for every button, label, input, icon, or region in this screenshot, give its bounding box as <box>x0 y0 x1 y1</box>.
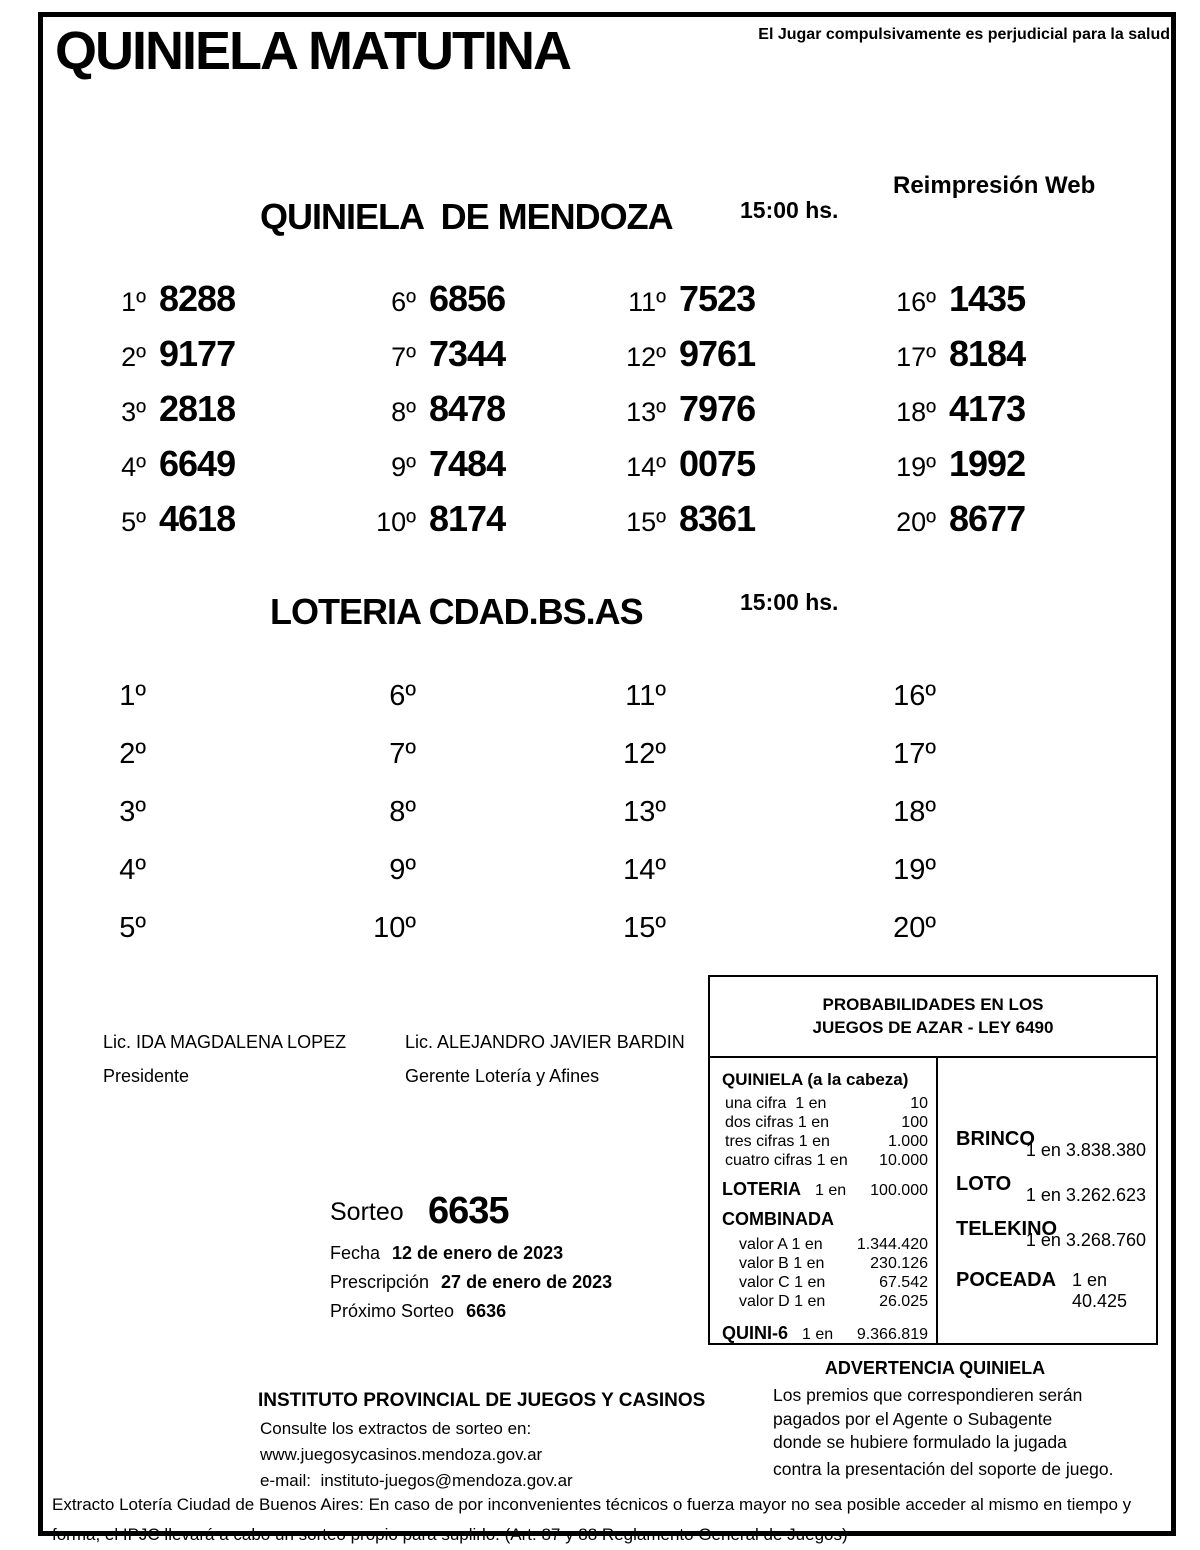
proximo-label: Próximo Sorteo <box>330 1301 455 1321</box>
position-label: 3º <box>119 796 146 828</box>
results-column <box>604 680 679 970</box>
game-name: BRINCO <box>956 1128 1035 1150</box>
probability-value: 230.126 <box>870 1255 928 1272</box>
result-cell <box>604 854 679 912</box>
loteria-value: 100.000 <box>870 1182 928 1199</box>
result-cell <box>84 854 159 912</box>
winning-number: 7523 <box>679 278 756 319</box>
results-column <box>874 680 949 970</box>
health-warning-text: El Jugar compulsivamente es perjudicial para la salud <box>758 26 1170 43</box>
probability-label: valor A 1 en <box>739 1236 823 1253</box>
result-cell <box>604 912 679 970</box>
position-label: 1º <box>121 287 146 317</box>
result-cell <box>874 796 949 854</box>
winning-number: 9177 <box>159 333 236 374</box>
position-label: 7º <box>389 738 416 770</box>
probability-row <box>722 1151 928 1170</box>
result-cell <box>84 333 235 388</box>
probability-value: 1.344.420 <box>856 1236 928 1253</box>
position-label: 18º <box>893 796 936 828</box>
advertencia-line: Los premios que correspondieren serán <box>773 1385 1083 1405</box>
position-label: 5º <box>121 507 146 537</box>
sorteo-number: 6635 <box>428 1190 509 1232</box>
advertencia-line: donde se hubiere formulado la jugada <box>773 1432 1067 1452</box>
winning-number: 1435 <box>949 278 1026 319</box>
result-cell <box>874 333 1025 388</box>
proximo-value: 6636 <box>466 1301 507 1321</box>
quiniela-prob-rows <box>722 1094 928 1170</box>
position-label: 4º <box>119 854 146 886</box>
position-label: 10º <box>376 507 416 537</box>
winning-number: 8361 <box>679 498 756 539</box>
position-label: 7º <box>391 342 416 372</box>
results-column <box>604 278 755 553</box>
bsas-results-grid <box>0 680 1200 975</box>
winning-number: 2818 <box>159 388 236 429</box>
probabilities-right-column <box>938 1058 1156 1345</box>
prescripcion-label: Prescripción <box>330 1272 430 1292</box>
winning-number: 8288 <box>159 278 236 319</box>
result-cell <box>874 443 1025 498</box>
result-cell <box>354 854 429 912</box>
advertencia-line: pagados por el Agente o Subagente <box>773 1408 1053 1429</box>
game-probability <box>956 1173 1146 1206</box>
probability-value: 10.000 <box>879 1152 928 1169</box>
result-cell <box>84 680 159 738</box>
game-probability <box>956 1269 1146 1312</box>
bsas-heading: LOTERIA CDAD.BS.AS <box>270 591 643 632</box>
position-label: 14º <box>626 452 666 482</box>
probability-row <box>722 1132 928 1151</box>
game-name: TELEKINO <box>956 1218 1058 1240</box>
position-label: 19º <box>893 854 936 886</box>
probability-row <box>722 1094 928 1113</box>
result-cell <box>604 388 755 443</box>
combinada-header: COMBINADA <box>722 1209 834 1229</box>
result-cell <box>604 680 679 738</box>
position-label: 12º <box>623 738 666 770</box>
footer-line: Extracto Lotería Ciudad de Buenos Aires: En caso de por inconvenientes técnicos o fuerza mayor no sea posible acceder al mismo en tiempo y <box>52 1495 1132 1514</box>
footer-line: forma, el IPJC llevará a cabo un sorteo propio para suplirlo. (Art. 87 y 88 Reglamento General de Juegos) <box>52 1525 848 1544</box>
result-cell <box>84 796 159 854</box>
position-label: 20º <box>896 507 936 537</box>
probability-label: dos cifras 1 en <box>725 1114 830 1131</box>
winning-number: 7344 <box>429 333 506 374</box>
result-cell <box>84 278 235 333</box>
game-probability <box>956 1218 1146 1251</box>
result-cell <box>354 278 505 333</box>
probabilities-title <box>710 977 1156 1058</box>
quiniela-prob-header: QUINIELA (a la cabeza) <box>722 1070 909 1089</box>
results-column <box>874 278 1025 553</box>
signer-name: Lic. IDA MAGDALENA LOPEZ <box>103 1032 347 1052</box>
position-label: 16º <box>893 680 936 712</box>
probability-row <box>736 1292 928 1311</box>
mendoza-results-grid <box>0 278 1200 558</box>
result-cell <box>874 498 1025 553</box>
prescripcion-value: 27 de enero de 2023 <box>441 1272 613 1292</box>
signature-gerente <box>405 1032 685 1087</box>
position-label: 11º <box>628 287 666 317</box>
result-cell <box>354 388 505 443</box>
result-cell <box>874 854 949 912</box>
result-cell <box>84 388 235 443</box>
result-cell <box>354 912 429 970</box>
result-cell <box>354 680 429 738</box>
advertencia-heading: ADVERTENCIA QUINIELA <box>824 1358 1046 1378</box>
signer-role: Presidente <box>103 1066 190 1086</box>
loteria-mid: 1 en <box>815 1182 847 1199</box>
probabilities-left-column <box>710 1058 938 1345</box>
position-label: 17º <box>896 342 936 372</box>
bsas-time: 15:00 hs. <box>740 589 839 615</box>
instituto-line: Consulte los extractos de sorteo en: <box>260 1419 532 1438</box>
position-label: 2º <box>119 738 146 770</box>
prescripcion-row <box>330 1272 612 1293</box>
winning-number: 8184 <box>949 333 1026 374</box>
results-column <box>84 680 159 970</box>
probabilities-box <box>708 975 1158 1345</box>
probability-row <box>722 1113 928 1132</box>
result-cell <box>84 498 235 553</box>
position-label: 16º <box>896 287 936 317</box>
position-label: 8º <box>389 796 416 828</box>
probability-value: 100 <box>901 1114 928 1131</box>
sorteo-label: Sorteo <box>330 1198 404 1226</box>
game-name: POCEADA <box>956 1269 1057 1291</box>
winning-number: 8677 <box>949 498 1026 539</box>
winning-number: 8478 <box>429 388 506 429</box>
quini6-value: 9.366.819 <box>856 1326 928 1343</box>
position-label: 10º <box>373 912 416 944</box>
result-cell <box>874 912 949 970</box>
probability-label: una cifra 1 en <box>725 1095 827 1112</box>
position-label: 9º <box>389 854 416 886</box>
position-label: 6º <box>391 287 416 317</box>
winning-number: 4173 <box>949 388 1026 429</box>
position-label: 6º <box>389 680 416 712</box>
position-label: 15º <box>623 912 666 944</box>
result-cell <box>354 738 429 796</box>
result-cell <box>354 498 505 553</box>
loteria-prob-row <box>722 1179 928 1201</box>
probability-label: tres cifras 1 en <box>725 1133 830 1150</box>
position-label: 2º <box>121 342 146 372</box>
probability-label: valor C 1 en <box>739 1274 826 1291</box>
result-cell <box>354 796 429 854</box>
instituto-contact-lines <box>260 1416 573 1494</box>
position-label: 1º <box>119 680 146 712</box>
results-column <box>84 278 235 553</box>
probabilities-title-line1: PROBABILIDADES EN LOS <box>822 995 1044 1014</box>
winning-number: 6856 <box>429 278 506 319</box>
quini6-mid: 1 en <box>802 1326 834 1343</box>
result-cell <box>84 912 159 970</box>
signature-presidente <box>103 1032 346 1087</box>
winning-number: 4618 <box>159 498 236 539</box>
winning-number: 8174 <box>429 498 506 539</box>
fecha-label: Fecha <box>330 1243 381 1263</box>
result-cell <box>354 333 505 388</box>
fecha-row <box>330 1243 563 1264</box>
mendoza-time: 15:00 hs. <box>740 197 839 223</box>
winning-number: 1992 <box>949 443 1026 484</box>
game-odds: 1 en 3.838.380 <box>1025 1140 1146 1160</box>
probability-row <box>736 1254 928 1273</box>
result-cell <box>604 796 679 854</box>
advertencia-text <box>773 1384 1114 1481</box>
game-probability <box>956 1128 1146 1161</box>
quini6-prob-row <box>722 1323 928 1345</box>
probability-label: cuatro cifras 1 en <box>725 1152 848 1169</box>
game-odds: 1 en 40.425 <box>1072 1270 1128 1311</box>
probability-row <box>736 1235 928 1254</box>
position-label: 5º <box>119 912 146 944</box>
position-label: 11º <box>625 680 666 712</box>
results-column <box>354 278 505 553</box>
position-label: 8º <box>391 397 416 427</box>
result-cell <box>874 680 949 738</box>
combinada-prob-rows <box>722 1235 928 1311</box>
probabilities-title-line2: JUEGOS DE AZAR - LEY 6490 <box>812 1018 1054 1037</box>
position-label: 19º <box>896 452 936 482</box>
result-cell <box>604 443 755 498</box>
instituto-name: INSTITUTO PROVINCIAL DE JUEGOS Y CASINOS <box>258 1390 706 1411</box>
reprint-web-label: Reimpresión Web <box>893 172 1096 199</box>
signer-role: Gerente Lotería y Afines <box>405 1066 600 1086</box>
game-odds: 1 en 3.262.623 <box>1025 1185 1146 1205</box>
position-label: 4º <box>121 452 146 482</box>
game-name: LOTO <box>956 1173 1012 1195</box>
results-column <box>354 680 429 970</box>
fecha-value: 12 de enero de 2023 <box>392 1243 564 1263</box>
proximo-sorteo-row <box>330 1301 506 1322</box>
result-cell <box>84 443 235 498</box>
probability-value: 26.025 <box>879 1293 928 1310</box>
instituto-line: www.juegosycasinos.mendoza.gov.ar <box>260 1445 543 1464</box>
instituto-line: e-mail: instituto-juegos@mendoza.gov.ar <box>260 1471 573 1490</box>
winning-number: 6649 <box>159 443 236 484</box>
position-label: 18º <box>896 397 936 427</box>
probability-value: 67.542 <box>879 1274 928 1291</box>
signer-name: Lic. ALEJANDRO JAVIER BARDIN <box>405 1032 685 1052</box>
winning-number: 9761 <box>679 333 756 374</box>
footer-disclaimer <box>52 1490 1162 1550</box>
probability-value: 1.000 <box>887 1133 928 1150</box>
position-label: 13º <box>623 796 666 828</box>
result-cell <box>604 498 755 553</box>
result-cell <box>84 738 159 796</box>
mendoza-heading: QUINIELA DE MENDOZA <box>260 196 673 237</box>
advertencia-line: contra la presentación del soporte de juego. <box>773 1458 1114 1479</box>
probability-row <box>736 1273 928 1292</box>
probability-label: valor D 1 en <box>739 1293 826 1310</box>
result-cell <box>354 443 505 498</box>
probability-label: valor B 1 en <box>739 1255 825 1272</box>
position-label: 13º <box>626 397 666 427</box>
quini6-label: QUINI-6 <box>722 1323 789 1343</box>
position-label: 15º <box>626 507 666 537</box>
result-cell <box>604 738 679 796</box>
game-odds: 1 en 3.268.760 <box>1025 1230 1146 1250</box>
page-title: QUINIELA MATUTINA <box>55 21 570 81</box>
position-label: 12º <box>626 342 666 372</box>
winning-number: 0075 <box>679 443 756 484</box>
winning-number: 7484 <box>429 443 506 484</box>
result-cell <box>874 738 949 796</box>
winning-number: 7976 <box>679 388 756 429</box>
loteria-label: LOTERIA <box>722 1179 801 1199</box>
position-label: 17º <box>893 738 936 770</box>
probability-value: 10 <box>910 1095 928 1112</box>
result-cell <box>604 333 755 388</box>
position-label: 3º <box>121 397 146 427</box>
result-cell <box>874 278 1025 333</box>
position-label: 9º <box>391 452 416 482</box>
result-cell <box>604 278 755 333</box>
position-label: 20º <box>893 912 936 944</box>
position-label: 14º <box>623 854 666 886</box>
result-cell <box>874 388 1025 443</box>
